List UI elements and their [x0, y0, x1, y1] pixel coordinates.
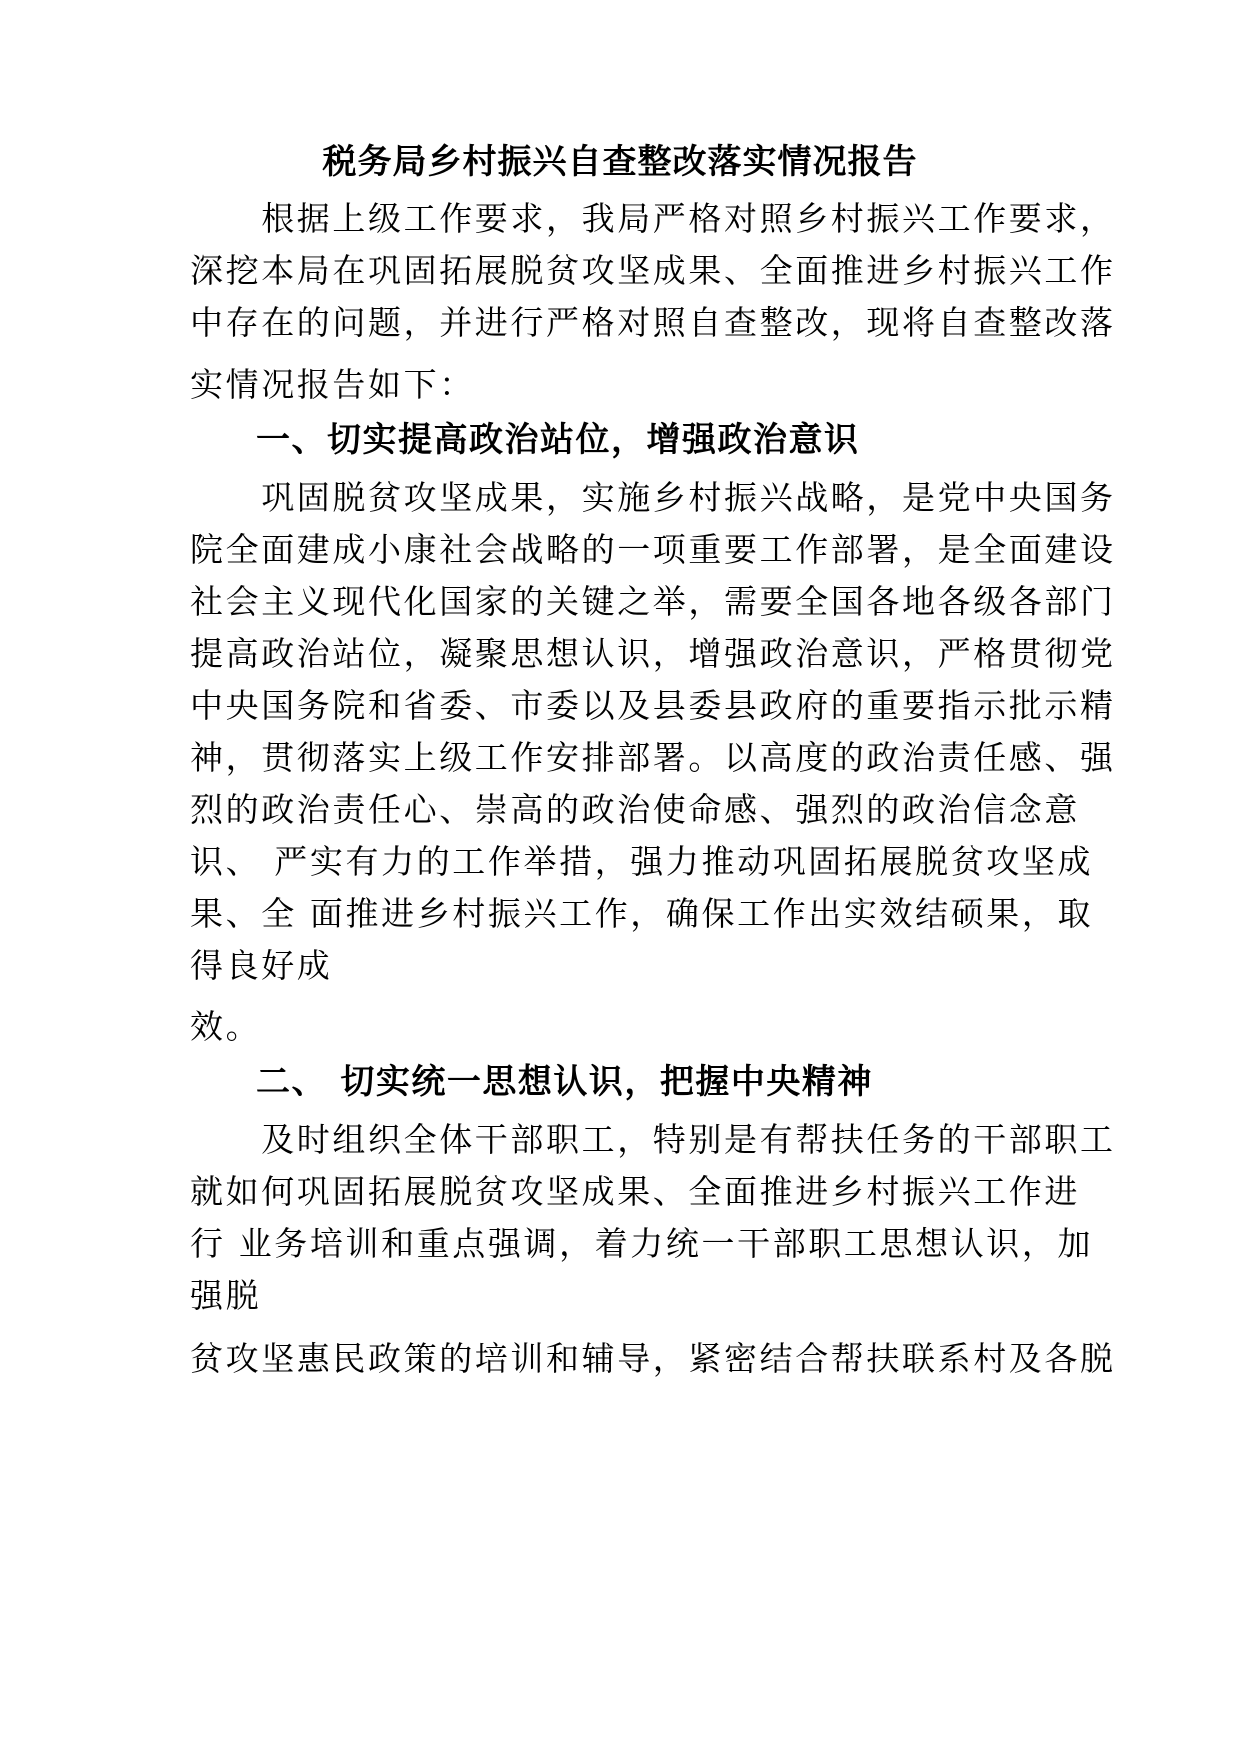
- paragraph-line: 根据上级工作要求，我局严格对照乡村振兴工作要求，: [190, 199, 1116, 238]
- paragraph-line: 中央国务院和省委、市委以及县委县政府的重要指示批示精: [190, 686, 1116, 725]
- paragraph-line: 巩固脱贫攻坚成果，实施乡村振兴战略，是党中央国务: [190, 478, 1116, 517]
- section-heading-2: 二、 切实统一思想认识，把握中央精神: [256, 1062, 873, 1102]
- paragraph-line: 就如何巩固拓展脱贫攻坚成果、全面推进乡村振兴工作进: [190, 1172, 1080, 1211]
- paragraph-line: 行 业务培训和重点强调，着力统一干部职工思想认识，加: [190, 1224, 1094, 1263]
- paragraph-line: 院全面建成小康社会战略的一项重要工作部署，是全面建设: [190, 530, 1116, 569]
- paragraph-line: 烈的政治责任心、崇高的政治使命感、强烈的政治信念意: [190, 790, 1080, 829]
- document-title: 税务局乡村振兴自查整改落实情况报告: [322, 142, 918, 182]
- paragraph-line: 强脱: [190, 1276, 262, 1315]
- paragraph-line: 贫攻坚惠民政策的培训和辅导，紧密结合帮扶联系村及各脱: [190, 1339, 1116, 1378]
- paragraph-line: 识、 严实有力的工作举措，强力推动巩固拓展脱贫攻坚成: [190, 842, 1094, 881]
- paragraph-line: 社会主义现代化国家的关键之举，需要全国各地各级各部门: [190, 582, 1116, 621]
- section-heading-1: 一、切实提高政治站位，增强政治意识: [256, 420, 860, 460]
- paragraph-line: 效。: [190, 1007, 262, 1046]
- paragraph-line: 及时组织全体干部职工，特别是有帮扶任务的干部职工: [190, 1120, 1116, 1159]
- paragraph-line: 实情况报告如下：: [190, 365, 475, 404]
- paragraph-line: 得良好成: [190, 946, 333, 985]
- paragraph-line: 果、全 面推进乡村振兴工作，确保工作出实效结硕果，取: [190, 894, 1094, 933]
- paragraph-line: 提高政治站位，凝聚思想认识，增强政治意识，严格贯彻党: [190, 634, 1116, 673]
- paragraph-line: 神，贯彻落实上级工作安排部署。以高度的政治责任感、强: [190, 738, 1116, 777]
- paragraph-line: 深挖本局在巩固拓展脱贫攻坚成果、全面推进乡村振兴工作: [190, 251, 1116, 290]
- paragraph-line: 中存在的问题，并进行严格对照自查整改，现将自查整改落: [190, 303, 1116, 342]
